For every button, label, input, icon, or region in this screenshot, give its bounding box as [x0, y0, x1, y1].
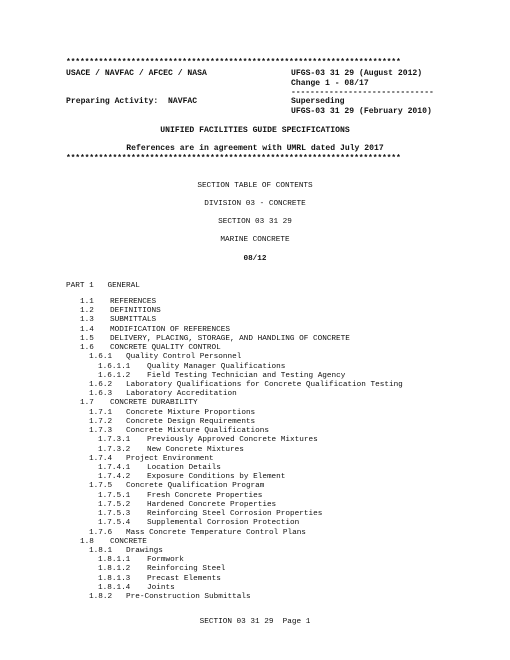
- header-dash-rule: ------------------------------: [291, 88, 434, 97]
- toc-entry[interactable]: [89, 409, 255, 418]
- toc-entry-title: Quality Control Personnel: [126, 353, 242, 362]
- header-star-rule-top: ************************************************************************: [66, 58, 401, 67]
- toc-entry[interactable]: [98, 519, 299, 528]
- toc-entry-number: 1.8.1.3: [98, 574, 131, 583]
- toc-entry-title: DELIVERY, PLACING, STORAGE, AND HANDLING OF CONCRETE: [110, 334, 350, 343]
- toc-entry[interactable]: [80, 307, 161, 316]
- toc-entry[interactable]: [98, 575, 221, 584]
- toc-entry-number: 1.8.1.1: [98, 556, 131, 565]
- header-star-rule-bottom: ************************************************************************: [66, 154, 401, 163]
- toc-entry-number: 1.7.5.2: [98, 500, 131, 509]
- toc-entry-number: 1.2: [80, 307, 94, 316]
- section-date: 08/12: [243, 255, 267, 263]
- toc-entry[interactable]: [89, 353, 241, 362]
- toc-entry-title: Exposure Conditions by Element: [147, 473, 286, 482]
- toc-entry-number: 1.6.1.1: [98, 362, 131, 371]
- toc-entry-title: Joints: [147, 583, 175, 592]
- toc-entry[interactable]: [89, 547, 163, 556]
- toc-entry[interactable]: [80, 399, 198, 408]
- toc-entry[interactable]: [98, 492, 262, 501]
- toc-entry-title: Project Environment: [126, 454, 214, 463]
- page-footer: SECTION 03 31 29 Page 1: [199, 618, 311, 626]
- toc-entry-number: 1.8.1.2: [98, 565, 131, 574]
- toc-entry[interactable]: [98, 510, 322, 519]
- toc-entry-number: 1.6.3: [89, 390, 113, 399]
- toc-entry-number: 1.1: [80, 298, 94, 306]
- toc-entry[interactable]: [98, 464, 221, 473]
- toc-entry[interactable]: [98, 473, 285, 482]
- toc-entry[interactable]: [89, 482, 264, 491]
- toc-entry[interactable]: [98, 436, 318, 445]
- toc-entry-title: CONCRETE QUALITY CONTROL: [110, 344, 221, 353]
- toc-entry-title: Precast Elements: [147, 574, 221, 583]
- toc-entry-title: CONCRETE DURABILITY: [110, 399, 198, 408]
- section-number: SECTION 03 31 29: [218, 218, 292, 226]
- doc-number: UFGS-03 31 29 (August 2012): [291, 69, 423, 78]
- toc-entry-number: 1.7.2: [89, 417, 113, 426]
- toc-entry-title: REFERENCES: [110, 298, 157, 306]
- document-title: UNIFIED FACILITIES GUIDE SPECIFICATIONS: [160, 126, 350, 135]
- toc-entry-number: 1.8.1.4: [98, 583, 131, 592]
- toc-entry-title: Mass Concrete Temperature Control Plans: [126, 528, 306, 537]
- toc-entry-number: 1.3: [80, 316, 94, 325]
- toc-entry-number: 1.5: [80, 334, 94, 343]
- toc-entry-number: 1.4: [80, 325, 94, 334]
- division-heading: DIVISION 03 - CONCRETE: [204, 200, 306, 208]
- toc-entry-number: 1.8.1: [89, 546, 113, 555]
- section-name: MARINE CONCRETE: [220, 236, 290, 244]
- toc-entry[interactable]: [80, 316, 156, 325]
- toc-entry-title: Drawings: [126, 546, 163, 555]
- toc-entry[interactable]: [80, 298, 156, 307]
- toc-entry[interactable]: [98, 565, 225, 574]
- toc-entry-title: CONCRETE: [110, 537, 147, 546]
- toc-entry-number: 1.7.4.2: [98, 473, 131, 482]
- toc-entry-title: Concrete Mixture Proportions: [126, 408, 256, 417]
- toc-entry[interactable]: [89, 418, 255, 427]
- toc-entry-title: Fresh Concrete Properties: [147, 491, 263, 500]
- toc-entry[interactable]: [89, 529, 306, 538]
- toc-entry[interactable]: [98, 556, 184, 565]
- toc-entry-title: Reinforcing Steel: [147, 565, 226, 574]
- toc-entry-title: MODIFICATION OF REFERENCES: [110, 325, 230, 334]
- toc-entry-title: DEFINITIONS: [110, 307, 161, 316]
- toc-entry[interactable]: [80, 335, 350, 344]
- toc-entry-title: Field Testing Technician and Testing Agency: [147, 371, 346, 380]
- toc-entry[interactable]: [89, 427, 269, 436]
- toc-entry[interactable]: [98, 446, 244, 455]
- toc-entry-number: 1.6.2: [89, 380, 113, 389]
- toc-entry-number: 1.7: [80, 399, 94, 408]
- toc-entry-number: 1.7.3: [89, 427, 113, 436]
- toc-entry-number: 1.7.5.1: [98, 491, 131, 500]
- change-number: Change 1 - 08/17: [291, 79, 369, 88]
- toc-entry-title: SUBMITTALS: [110, 316, 157, 325]
- toc-entry-title: Laboratory Qualifications for Concrete Qualification Testing: [126, 380, 403, 389]
- toc-entry-number: 1.7.4: [89, 454, 113, 463]
- toc-entry-number: 1.8.2: [89, 593, 113, 602]
- toc-entry[interactable]: [98, 584, 175, 593]
- superseding-label: Superseding: [291, 97, 345, 106]
- toc-entry-title: Concrete Design Requirements: [126, 417, 256, 426]
- toc-entry-number: 1.7.3.2: [98, 445, 131, 454]
- toc-entry-title: Previously Approved Concrete Mixtures: [147, 436, 318, 445]
- toc-title: SECTION TABLE OF CONTENTS: [197, 182, 313, 190]
- toc-entry-title: Concrete Mixture Qualifications: [126, 427, 270, 436]
- toc-entry[interactable]: [98, 372, 345, 381]
- toc-entry-number: 1.7.6: [89, 528, 113, 537]
- preparing-activity: Preparing Activity: NAVFAC: [66, 97, 198, 106]
- toc-entry-number: 1.7.5.4: [98, 519, 131, 528]
- toc-entry-title: Supplemental Corrosion Protection: [147, 519, 300, 528]
- umrl-note: References are in agreement with UMRL dated July 2017: [126, 144, 384, 153]
- toc-entry-title: Reinforcing Steel Corrosion Properties: [147, 510, 323, 519]
- toc-entry-number: 1.6.1: [89, 353, 113, 362]
- toc-entry[interactable]: [89, 390, 237, 399]
- toc-entry-number: 1.7.3.1: [98, 436, 131, 445]
- agencies: USACE / NAVFAC / AFCEC / NASA: [66, 69, 207, 78]
- toc-entry[interactable]: [98, 363, 285, 372]
- toc-entry-title: New Concrete Mixtures: [147, 445, 244, 454]
- toc-entry[interactable]: [89, 455, 214, 464]
- toc-entry-title: Concrete Qualification Program: [126, 482, 265, 491]
- toc-entry[interactable]: [98, 501, 276, 510]
- toc-entry-number: 1.7.1: [89, 408, 113, 417]
- toc-entry-number: 1.7.4.1: [98, 463, 131, 472]
- toc-entry[interactable]: [80, 326, 230, 335]
- toc-entry-number: 1.6: [80, 344, 94, 353]
- toc-entry[interactable]: [89, 593, 251, 602]
- toc-entry-title: Hardened Concrete Properties: [147, 500, 277, 509]
- toc-entry[interactable]: [80, 344, 221, 353]
- toc-entry[interactable]: [80, 538, 147, 547]
- toc-entry-number: 1.6.1.2: [98, 371, 131, 380]
- toc-entry-number: 1.8: [80, 537, 94, 546]
- toc-entry-title: Location Details: [147, 463, 221, 472]
- superseding-doc: UFGS-03 31 29 (February 2010): [291, 107, 432, 116]
- toc-entry-number: 1.7.5: [89, 482, 113, 491]
- toc-entry-title: Quality Manager Qualifications: [147, 362, 286, 371]
- part-heading: PART 1 GENERAL: [66, 282, 140, 290]
- toc-entry[interactable]: [89, 381, 403, 390]
- toc-entry-title: Formwork: [147, 556, 184, 565]
- toc-entry-number: 1.7.5.3: [98, 510, 131, 519]
- toc-entry-title: Laboratory Accreditation: [126, 390, 237, 399]
- toc-entry-title: Pre-Construction Submittals: [126, 593, 251, 602]
